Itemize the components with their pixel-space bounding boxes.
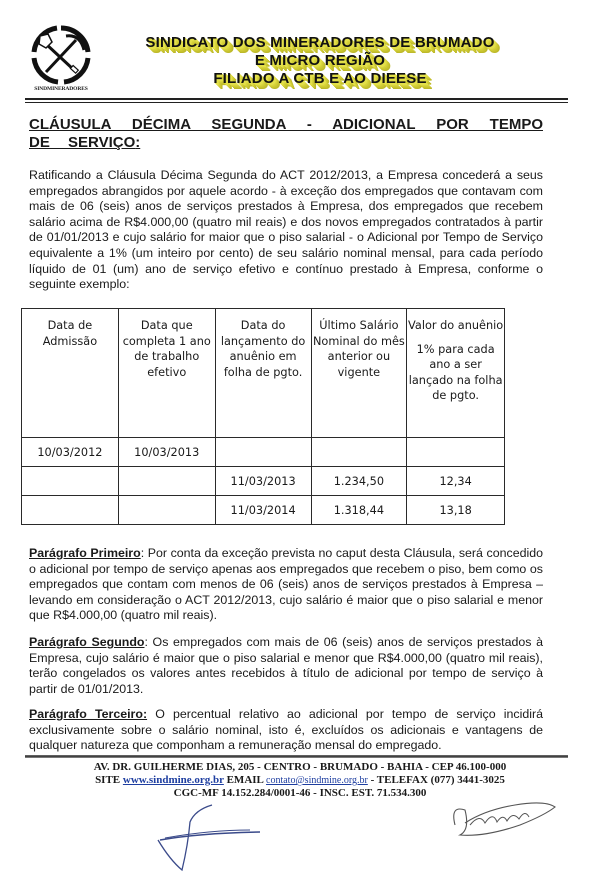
footer-registration: CGC-MF 14.152.284/0001-46 - INSC. EST. 71.534.300 xyxy=(173,787,427,799)
union-affiliation: FILIADO A CTB E AO DIEESE xyxy=(213,70,427,87)
signature-left-icon xyxy=(140,800,270,872)
header-label: Valor do anuênio xyxy=(408,319,504,332)
header-one-year-date xyxy=(118,309,215,438)
site-label: SITE xyxy=(95,774,123,786)
paragraph-second xyxy=(29,635,543,697)
paragraph-first xyxy=(29,546,543,624)
pickaxe-shovel-icon xyxy=(26,24,96,86)
telefax: - TELEFAX (077) 3441-3025 xyxy=(367,774,505,786)
email-label: EMAIL xyxy=(223,774,267,786)
table-cell xyxy=(215,438,311,467)
header-label: Data de Admissão xyxy=(42,319,98,348)
table-cell: 13,18 xyxy=(407,496,505,525)
table-row xyxy=(22,467,505,496)
email-link[interactable]: contato@sindmine.org.br xyxy=(266,775,368,786)
union-name: SINDICATO DOS MINERADORES DE BRUMADO xyxy=(145,34,495,51)
anuenio-example-table xyxy=(21,308,505,525)
table-cell xyxy=(22,496,119,525)
paragraph-third-heading: Parágrafo Terceiro: xyxy=(29,707,148,721)
header-anuenio-value xyxy=(407,309,505,438)
table-cell: 10/03/2013 xyxy=(118,438,215,467)
signature-right-icon xyxy=(445,795,565,840)
header-label: Último Salário Nominal do mês anterior ou vigente xyxy=(312,319,405,379)
paragraph-third xyxy=(29,707,543,754)
paragraph-second-text: : Os empregados com mais de 06 (seis) anos de serviços prestados à Empresa, cujo salário é maior que o piso salarial e menor que R$4.000,00 (quatro mil reais), terão congelados os valores antes recebidos à título de adicional por tempo de serviço à partir de 01/01/2013. xyxy=(29,635,543,696)
table-cell: 11/03/2013 xyxy=(215,467,311,496)
logo-caption: SINDMINERADORES xyxy=(34,86,88,92)
table-row xyxy=(22,496,505,525)
footer-address: AV. DR. GUILHERME DIAS, 205 - CENTRO - BRUMADO - BAHIA - CEP 46.100-000 xyxy=(93,761,507,773)
header-admission-date xyxy=(22,309,119,438)
header-sublabel: 1% para cada ano a ser lançado na folha de pgto. xyxy=(408,342,503,402)
clause-intro-paragraph: Ratificando a Cláusula Décima Segunda do ACT 2012/2013, a Empresa concederá a seus empregados abrangidos por aquele acordo - à exceção dos empregados que contavam com mais de 06 (seis) anos de serviços prestados à Empresa, dos empregados que recebem salário acima de R$4.000,00 (quatro mil reais) e dos novos empregados contratados à partir de 01/01/2013 e cujo salário for maior que o piso salarial - o Adicional por Tempo de Serviço equivalente a 1% (um inteiro por cento) de seu salário nominal mensal, para cada período líquido de 01 (um) ano de serviço efetivo e contínuo prestado à Empresa, conforme o seguinte exemplo: xyxy=(29,168,543,292)
paragraph-first-heading: Parágrafo Primeiro xyxy=(29,546,141,560)
footer-divider xyxy=(25,755,568,758)
table-cell xyxy=(407,438,505,467)
table-cell xyxy=(22,467,119,496)
table-cell: 12,34 xyxy=(407,467,505,496)
paragraph-third-text: O percentual relativo ao adicional por tempo de serviço incidirá exclusivamente sobre o salário nominal, isto é, excluídos os adicionais e vantagens de qualquer natureza que componham a remuneração mensal do empregado. xyxy=(29,707,543,753)
union-region: E MICRO REGIÃO xyxy=(254,52,386,69)
header-payroll-launch-date xyxy=(215,309,311,438)
site-link[interactable]: www.sindmine.org.br xyxy=(122,774,224,786)
paragraph-first-text: : Por conta da exceção prevista no caput desta Cláusula, será concedido o adicional por tempo de serviço apenas aos empregados que recebem o piso, bem como os empregados que contam com menos de 06 (seis) anos de serviços prestados à Empresa – levando em consideração o ACT 2012/2013, cujo salário é maior que o piso salarial e menor que R$4.000,00 (quatro mil reais). xyxy=(29,546,544,623)
table-cell: 10/03/2012 xyxy=(22,438,119,467)
header-last-salary xyxy=(311,309,407,438)
table-cell: 11/03/2014 xyxy=(215,496,311,525)
header-divider xyxy=(25,98,568,100)
clause-title-text: CLÁUSULA DÉCIMA SEGUNDA - ADICIONAL POR TEMPO DE SERVIÇO xyxy=(29,116,543,151)
table-row xyxy=(22,438,505,467)
header-label: Data do lançamento do anuênio em folha de pgto. xyxy=(220,319,306,379)
table-cell: 1.318,44 xyxy=(311,496,407,525)
table-cell xyxy=(118,496,215,525)
header-label: Data que completa 1 ano de trabalho efetivo xyxy=(122,319,211,379)
clause-title-colon: : xyxy=(135,134,141,151)
table-cell xyxy=(311,438,407,467)
table-header-row xyxy=(22,309,505,438)
header-divider-thin xyxy=(25,102,568,103)
union-logo xyxy=(26,24,96,96)
table-cell: 1.234,50 xyxy=(311,467,407,496)
paragraph-second-heading: Parágrafo Segundo xyxy=(29,635,145,649)
footer-contact xyxy=(0,774,600,786)
table-cell xyxy=(118,467,215,496)
clause-title xyxy=(29,116,543,152)
